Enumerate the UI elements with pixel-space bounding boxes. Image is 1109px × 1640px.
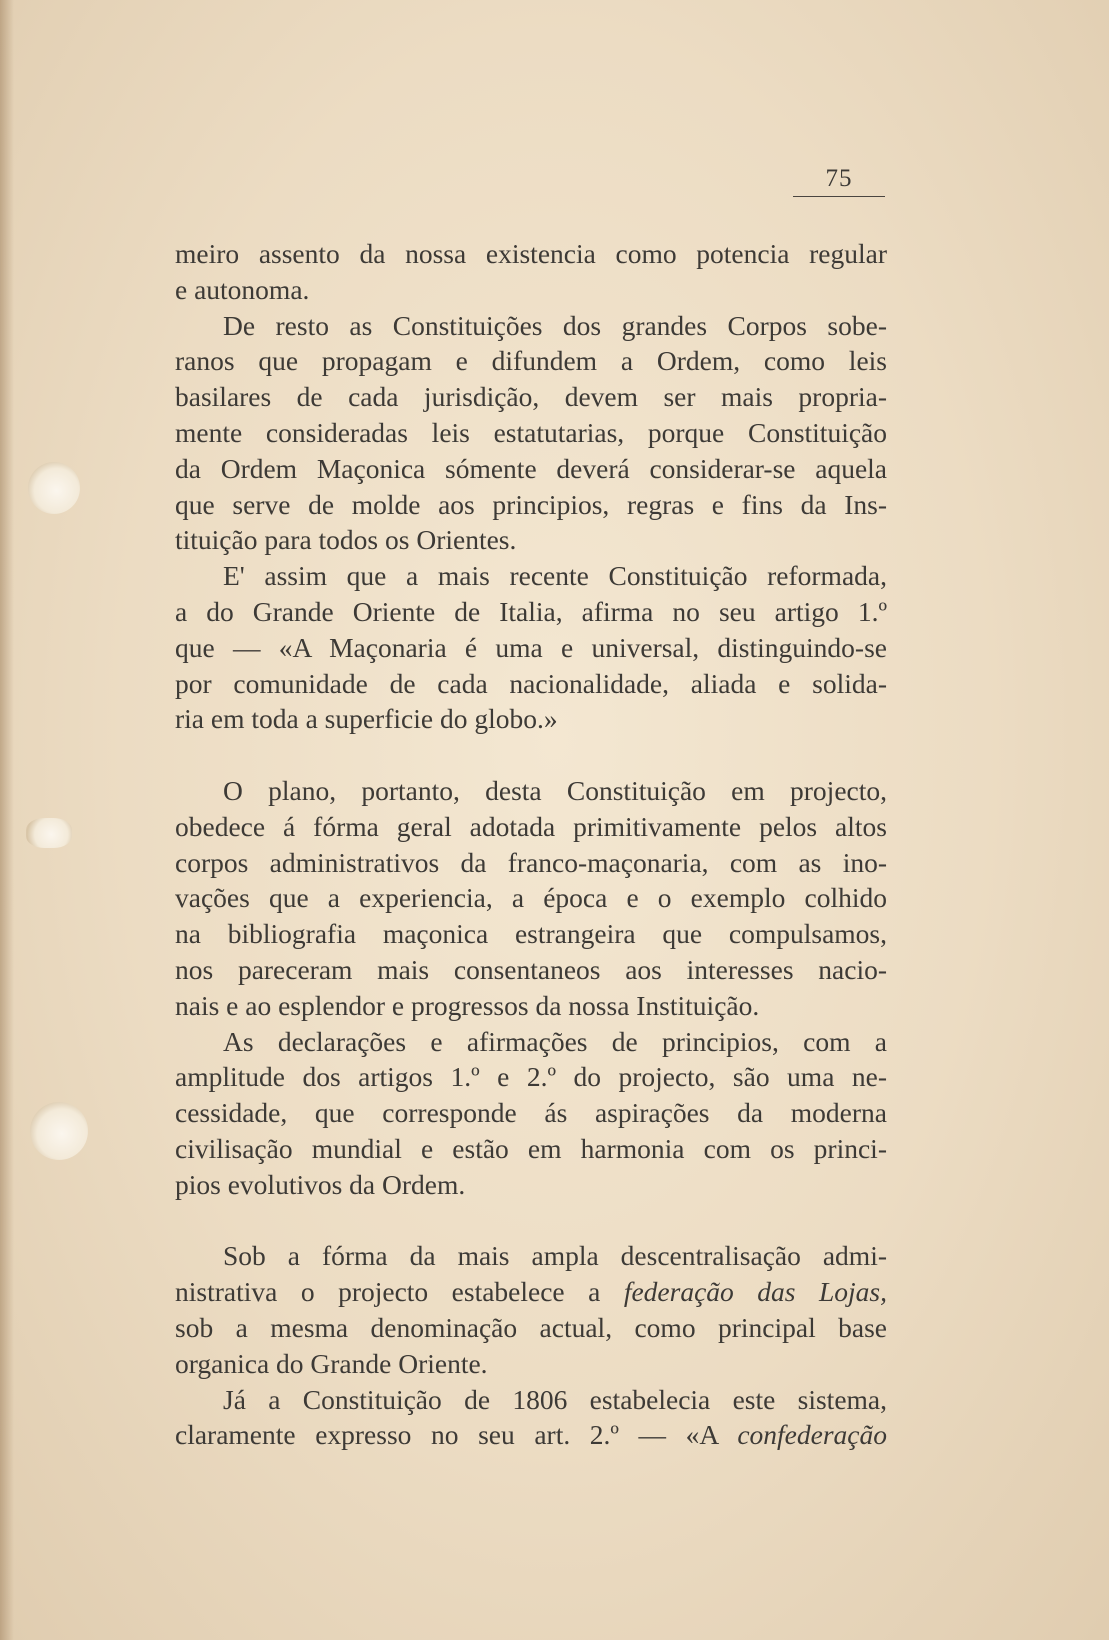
text-line (175, 1274, 887, 1310)
italic-text-run: confederação (737, 1419, 887, 1451)
text-line: que — «A Maçonaria é uma e universal, distinguindo-se (175, 631, 887, 663)
paragraph-gap (175, 737, 887, 773)
text-line: civilisação mundial e estão em harmonia com os princi- (175, 1132, 887, 1164)
paragraph (175, 308, 887, 559)
punch-hole (26, 818, 72, 848)
body-text (175, 236, 887, 1453)
text-line (175, 1417, 887, 1453)
paragraph (175, 1024, 887, 1203)
text-line: mente consideradas leis estatutarias, porque Constituição (175, 416, 887, 448)
paragraph (175, 558, 887, 737)
text-line: meiro assento da nossa existencia como potencia regular (175, 238, 887, 269)
punch-hole (30, 1102, 88, 1160)
text-line: Sob a fórma da mais ampla descentralisação admi- (223, 1240, 887, 1272)
text-line: organica do Grande Oriente. (175, 1347, 488, 1379)
text-run: nistrativa o projecto estabelece a (175, 1276, 624, 1308)
text-line: Já a Constituição de 1806 estabelecia este sistema, (223, 1383, 887, 1415)
text-line: amplitude dos artigos 1.º e 2.º do projecto, são uma ne- (175, 1061, 887, 1093)
text-line: cessidade, que corresponde ás aspirações da moderna (175, 1097, 887, 1129)
text-line: ria em toda a superficie do globo.» (175, 703, 558, 735)
punch-hole (28, 462, 80, 514)
text-line: De resto as Constituições dos grandes Corpos sobe- (223, 309, 887, 341)
paragraph-gap (175, 1203, 887, 1239)
text-line: nos pareceram mais consentaneos aos interesses nacio- (175, 953, 887, 985)
text-line: nais e ao esplendor e progressos da nossa Instituição. (175, 989, 760, 1021)
text-line: obedece á fórma geral adotada primitivamente pelos altos (175, 810, 887, 842)
text-line: vações que a experiencia, a época e o exemplo colhido (175, 882, 887, 914)
text-line: As declarações e afirmações de principios, com a (223, 1025, 887, 1057)
binding-edge (0, 0, 14, 1640)
paragraph (175, 236, 887, 308)
text-line: tituição para todos os Orientes. (175, 524, 517, 556)
text-line: na bibliografia maçonica estrangeira que compulsamos, (175, 918, 887, 950)
text-line: pios evolutivos da Ordem. (175, 1168, 466, 1200)
text-line: O plano, portanto, desta Constituição em projecto, (223, 774, 887, 806)
text-line: E' assim que a mais recente Constituição reformada, (223, 560, 887, 592)
text-line: e autonoma. (175, 273, 310, 305)
italic-text-run: federação das Lojas, (623, 1276, 887, 1308)
text-line: por comunidade de cada nacionalidade, aliada e solida- (175, 667, 887, 699)
text-line: sob a mesma denominação actual, como principal base (175, 1311, 887, 1343)
text-line: da Ordem Maçonica sómente deverá considerar-se aquela (175, 452, 887, 484)
text-line: basilares de cada jurisdição, devem ser mais propria- (175, 381, 887, 413)
page-number: 75 (825, 165, 853, 192)
paragraph (175, 1238, 887, 1381)
page-number-rule (793, 196, 885, 197)
paragraph (175, 1382, 887, 1454)
text-line: que serve de molde aos principios, regras e fins da Ins- (175, 488, 887, 520)
text-line: corpos administrativos da franco-maçonaria, com as ino- (175, 846, 887, 878)
text-line: a do Grande Oriente de Italia, afirma no seu artigo 1.º (175, 595, 887, 627)
text-run: claramente expresso no seu art. 2.º — «A (175, 1419, 738, 1451)
paragraph (175, 773, 887, 1024)
text-line: ranos que propagam e difundem a Ordem, como leis (175, 345, 887, 377)
